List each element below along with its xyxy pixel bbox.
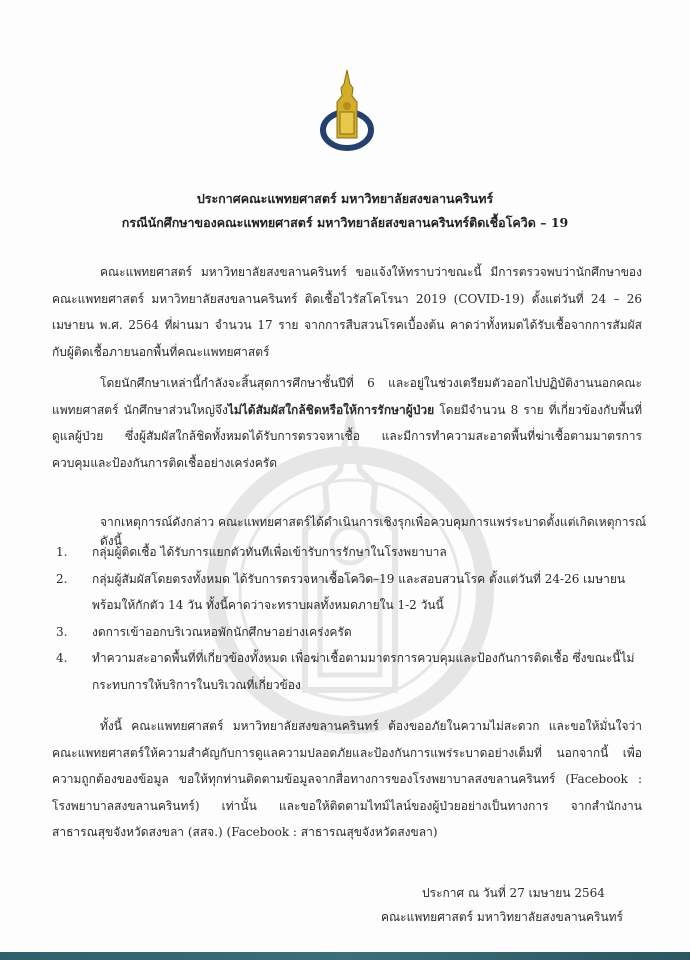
bottom-edge-bar	[0, 952, 690, 960]
measure-item	[52, 619, 652, 646]
paragraph-intro: คณะแพทยศาสตร์ มหาวิทยาลัยสงขลานครินทร์ ขอแจ้งให้ทราบว่าขณะนี้ มีการตรวจพบว่านักศึกษาของคณะแพทยศาสตร์ มหาวิทยาลัยสงขลานครินทร์ ติดเชื้อไวรัสโคโรนา 2019 (COVID-19) ตั้งแต่วันที่ 24 – 26 เมษายน พ.ศ. 2564 ที่ผ่านมา จำนวน 17 ราย จากการสืบสวนโรคเบื้องต้น คาดว่าทั้งหมดได้รับเชื้อจากการสัมผัสกับผู้ติดเชื้อภายนอกพื้นที่คณะแพทยศาสตร์	[52, 265, 642, 359]
announcement-title: ประกาศคณะแพทยศาสตร์ มหาวิทยาลัยสงขลานครินทร์	[196, 191, 494, 206]
measure-text: ทำความสะอาดพื้นที่ที่เกี่ยวข้องทั้งหมด เพื่อฆ่าเชื้อตามมาตรการควบคุมและป้องกันการติดเชื้อ ซึ่งขณะนี้ไม่กระทบการให้บริการในบริเวณที่เกี่ยวข้อง	[92, 651, 635, 692]
paragraph-closing: ทั้งนี้ คณะแพทยศาสตร์ มหาวิทยาลัยสงขลานครินทร์ ต้องขออภัยในความไม่สะดวก และขอให้มั่นใจว่าคณะแพทยศาสตร์ให้ความสำคัญกับการดูแลความปลอดภัยและป้องกันการแพร่ระบาดอย่างเต็มที่ นอกจากนี้ เพื่อความถูกต้องของข้อมูล ขอให้ทุกท่านติดตามข้อมูลจากสื่อทางการของโรงพยาบาลสงขลานครินทร์ (Facebook : โรงพยาบาลสงขลานครินทร์) เท่านั้น และขอให้ติดตามไทม์ไลน์ของผู้ป่วยอย่างเป็นทางการ จากสำนักงานสาธารณสุขจังหวัดสงขลา (สสจ.) (Facebook : สาธารณสุขจังหวัดสงขลา)	[52, 719, 642, 839]
signature-organization: คณะแพทยศาสตร์ มหาวิทยาลัยสงขลานครินทร์	[381, 910, 623, 924]
measure-item	[52, 645, 652, 698]
measure-text: กลุ่มผู้สัมผัสโดยตรงทั้งหมด ได้รับการตรวจหาเชื้อโควิด–19 และสอบสวนโรค ตั้งแต่วันที่ 24-26 เมษายน พร้อมให้กักตัว 14 วัน ทั้งนี้คาดว่าจะทราบผลทั้งหมดภายใน 1-2 วันนี้	[92, 571, 626, 612]
paragraph-students-text-2: โดยมีจำนวน 8 ราย ที่เกี่ยวข้องกับพื้นที่ดูแลผู้ป่วย ซึ่งผู้สัมผัสใกล้ชิดทั้งหมดได้รับการตรวจหาเชื้อ และมีการทำความสะอาดพื้นที่ฆ่าเชื้อตามมาตรการควบคุมและป้องกันการติดเชื้ออย่างเคร่งครัด	[52, 402, 642, 470]
measure-text: กลุ่มผู้ติดเชื้อ ได้รับการแยกตัวทันทีเพื่อเข้ารับการรักษาในโรงพยาบาล	[92, 545, 447, 559]
measure-number: 2.	[56, 571, 68, 586]
paragraph-students-emphasis: ไม่ได้สัมผัสใกล้ชิดหรือให้การรักษาผู้ป่วย	[227, 402, 435, 417]
measures-list	[52, 539, 652, 698]
measure-item	[52, 539, 652, 566]
paragraph-students-text-1: โดยนักศึกษาเหล่านี้กำลังจะสิ้นสุดการศึกษาชั้นปีที่ 6 และอยู่ในช่วงเตรียมตัวออกไปปฏิบัติงานนอกคณะแพทยศาสตร์ นักศึกษาส่วนใหญ่จึง	[52, 376, 642, 417]
faculty-emblem-icon	[319, 68, 375, 154]
measure-number: 1.	[56, 545, 68, 559]
measure-text: งดการเข้าออกบริเวณหอพักนักศึกษาอย่างเคร่งครัด	[92, 624, 352, 639]
measure-item	[52, 566, 652, 619]
paragraph-students	[52, 370, 642, 476]
measure-number: 3.	[56, 624, 68, 639]
signature-date: ประกาศ ณ วันที่ 27 เมษายน 2564	[422, 886, 605, 900]
measure-number: 4.	[56, 651, 68, 665]
measures-lead: จากเหตุการณ์ดังกล่าว คณะแพทยศาสตร์ได้ดำเนินการเชิงรุกเพื่อควบคุมการแพร่ระบาดตั้งแต่เกิดเหตุการณ์ ดังนี้	[100, 515, 647, 548]
announcement-subtitle: กรณีนักศึกษาของคณะแพทยศาสตร์ มหาวิทยาลัยสงขลานครินทร์ติดเชื้อโควิด – 19	[121, 215, 569, 230]
